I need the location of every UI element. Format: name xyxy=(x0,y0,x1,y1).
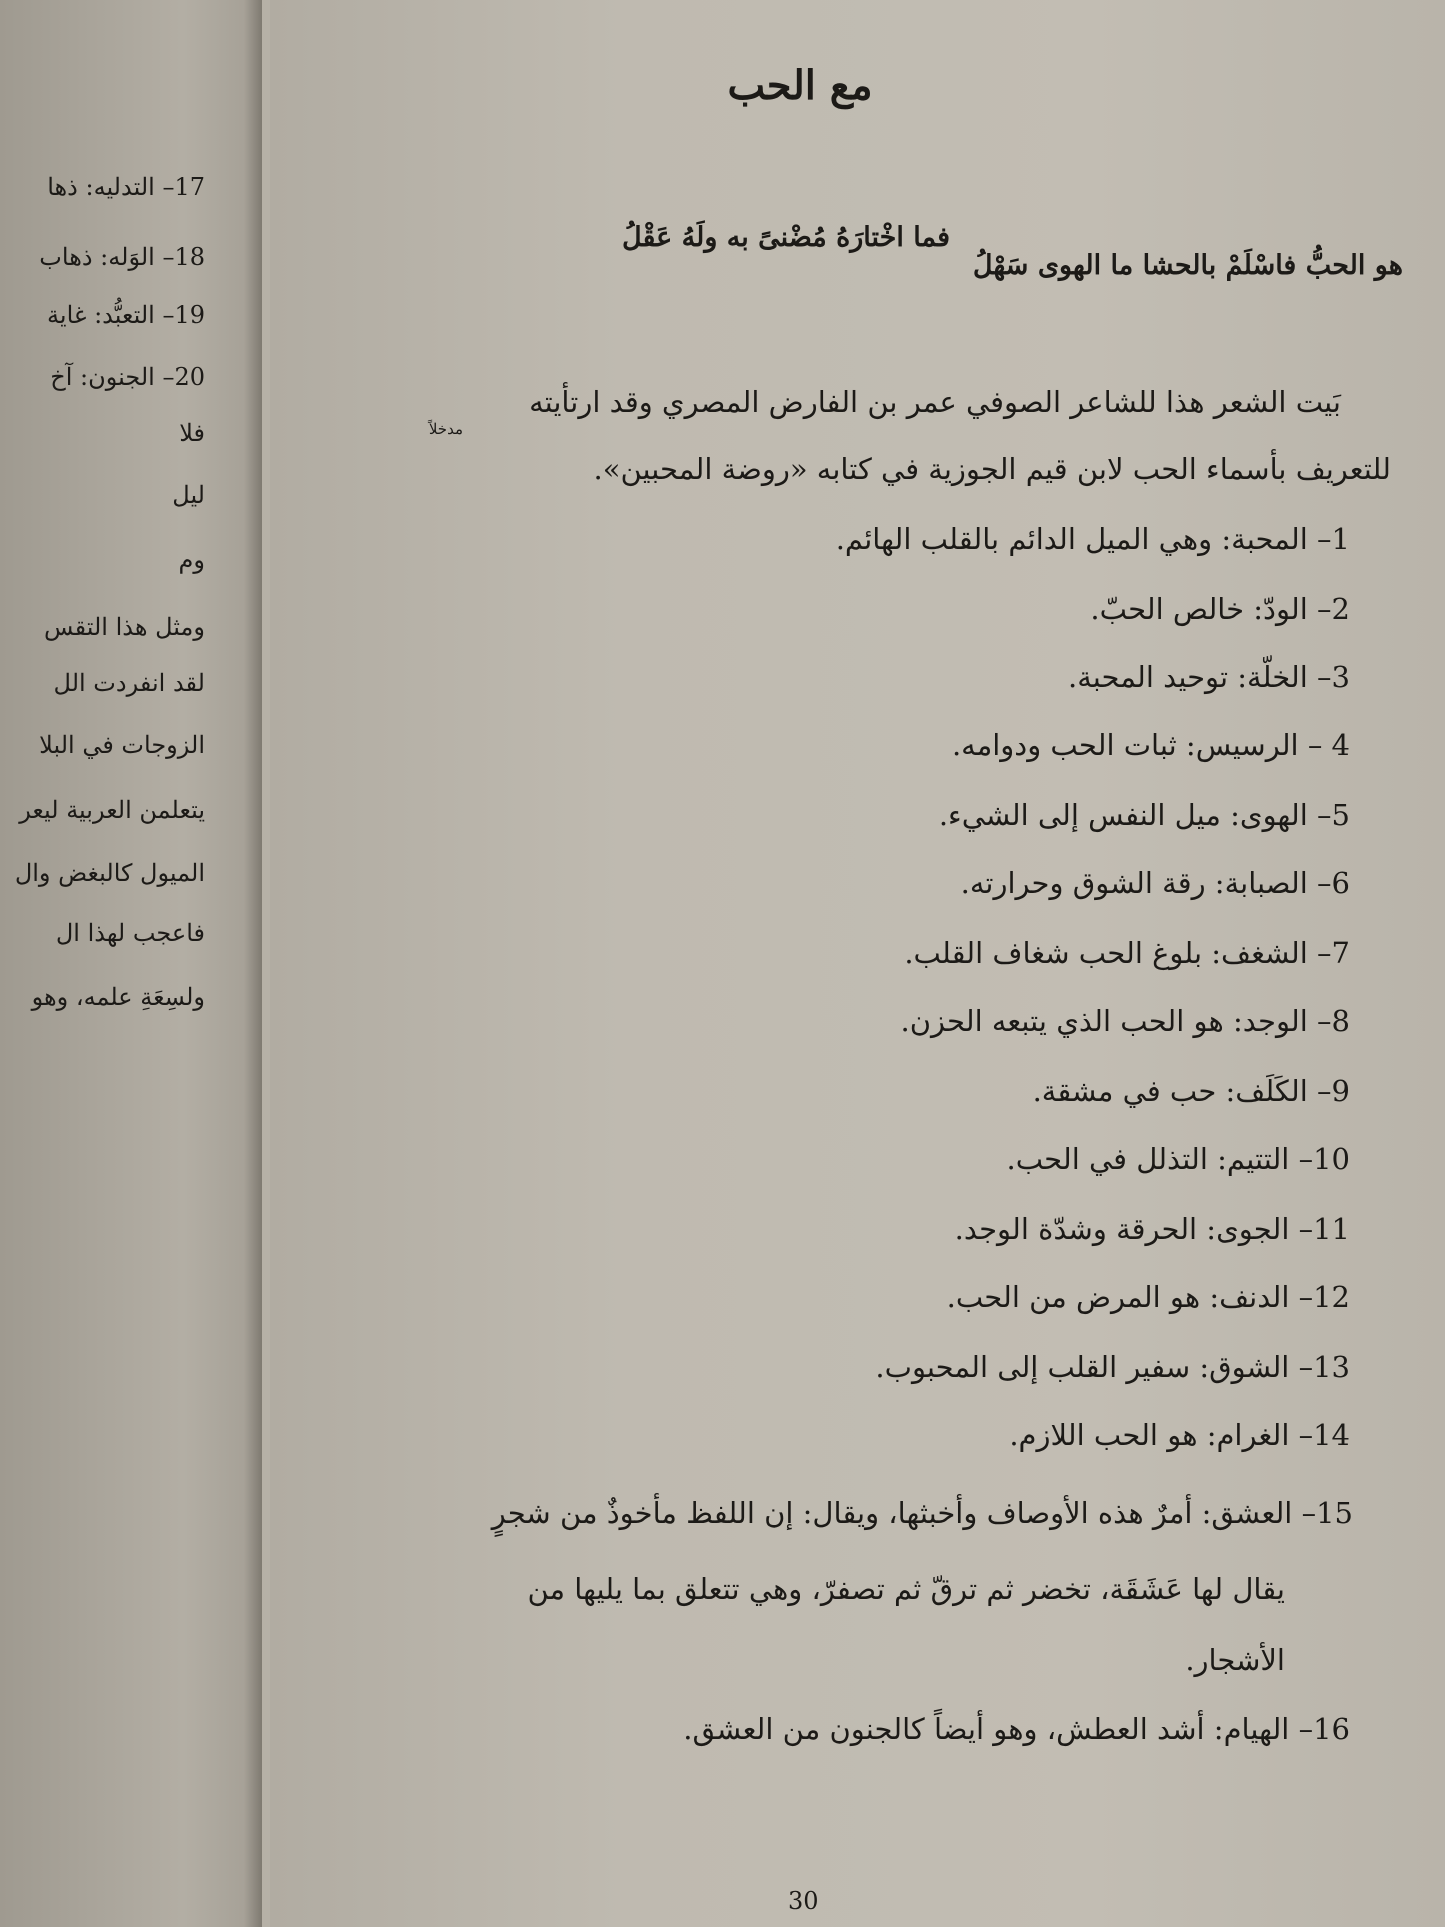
list-item: 7– الشغف: بلوغ الحب شغاف القلب. xyxy=(904,936,1350,970)
list-item: 15– العشق: أمرٌ هذه الأوصاف وأخبثها، ويقال: إن اللفظ مأخوذٌ من شجرٍ xyxy=(491,1496,1353,1530)
margin-note: مدخلاً xyxy=(428,420,463,438)
list-item: 1– المحبة: وهي الميل الدائم بالقلب الهائم. xyxy=(835,522,1350,556)
left-page-line: ليل xyxy=(172,481,205,509)
verse-second-hemistich: فما اخْتارَهُ مُضْنىً به ولَهُ عَقْلُ xyxy=(622,222,950,253)
left-page-line: وم xyxy=(178,546,205,574)
list-item: 5– الهوى: ميل النفس إلى الشيء. xyxy=(938,798,1350,832)
list-item: 14– الغرام: هو الحب اللازم. xyxy=(1009,1418,1350,1452)
left-page-line: ولسِعَةِ علمه، وهو xyxy=(31,983,205,1011)
list-item: 11– الجوى: الحرقة وشدّة الوجد. xyxy=(954,1212,1350,1246)
list-item: 10– التتيم: التذلل في الحب. xyxy=(1006,1142,1350,1176)
list-item: 3– الخلّة: توحيد المحبة. xyxy=(1068,660,1350,694)
list-item-continuation: الأشجار. xyxy=(1185,1643,1285,1677)
left-page-line: يتعلمن العربية ليعر xyxy=(19,796,205,824)
left-page-line: فلا xyxy=(179,419,205,447)
list-item: 9– الكَلَف: حب في مشقة. xyxy=(1032,1074,1350,1108)
left-page-line: فاعجب لهذا ال xyxy=(55,919,205,947)
main-page xyxy=(270,0,1445,1927)
intro-line: للتعريف بأسماء الحب لابن قيم الجوزية في كتابه «روضة المحبين». xyxy=(593,452,1391,486)
left-page-line: الميول كالبغض وال xyxy=(14,859,205,887)
list-item: 16– الهيام: أشد العطش، وهو أيضاً كالجنون من العشق. xyxy=(683,1712,1350,1746)
intro-line: بَيت الشعر هذا للشاعر الصوفي عمر بن الفارض المصري وقد ارتأيته xyxy=(529,385,1341,419)
left-page-line: ومثل هذا التقس xyxy=(43,613,205,641)
left-page-fragment xyxy=(0,0,262,1927)
list-item: 8– الوجد: هو الحب الذي يتبعه الحزن. xyxy=(900,1004,1350,1038)
book-gutter-shadow xyxy=(244,0,262,1927)
list-item-continuation: يقال لها عَشَقَة، تخضر ثم ترقّ ثم تصفرّ، وهي تتعلق بما يليها من xyxy=(527,1572,1285,1606)
page-title: مع الحب xyxy=(727,62,873,109)
list-item: 13– الشوق: سفير القلب إلى المحبوب. xyxy=(875,1350,1350,1384)
left-page-line: 20– الجنون: آخ xyxy=(50,363,205,391)
list-item: 6– الصبابة: رقة الشوق وحرارته. xyxy=(960,866,1350,900)
list-item: 2– الودّ: خالص الحبّ. xyxy=(1090,592,1350,626)
verse-first-hemistich: هو الحبُّ فاسْلَمْ بالحشا ما الهوى سَهْلُ xyxy=(972,250,1403,281)
list-item: 12– الدنف: هو المرض من الحب. xyxy=(946,1280,1350,1314)
left-page-line: 19– التعبُّد: غاية xyxy=(47,301,205,329)
left-page-line: 17– التدليه: ذها xyxy=(47,173,205,201)
left-page-line: لقد انفردت الل xyxy=(53,669,205,697)
page-number: 30 xyxy=(788,1887,819,1915)
list-item: 4 – الرسيس: ثبات الحب ودوامه. xyxy=(951,728,1350,762)
left-page-line: 18– الوَله: ذهاب xyxy=(39,243,205,271)
left-page-line: الزوجات في البلا xyxy=(39,731,205,759)
